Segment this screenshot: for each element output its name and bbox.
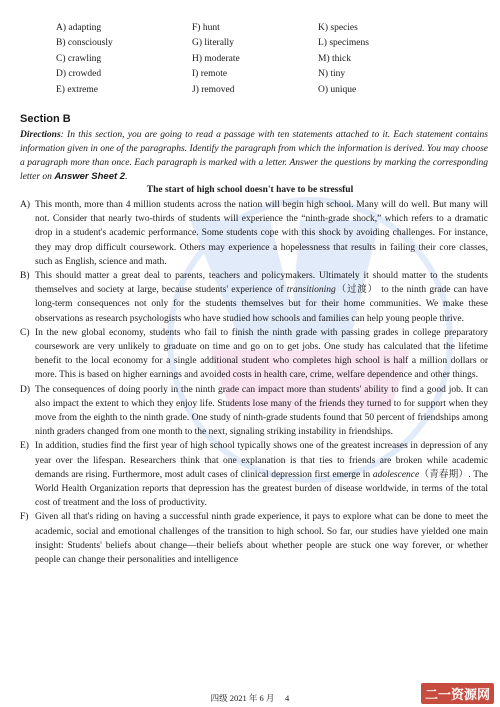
word-bank-row (56, 51, 476, 67)
paragraph-b (20, 269, 488, 326)
paragraph-d (20, 383, 488, 440)
paragraph-text-part: . The World Health Organization reports that depression has the greatest burden of disease worldwide, in terms of the total cost of treatment and the loss of productivity. (35, 469, 488, 509)
page-footer: 四级 2021 年 6 月 4 (210, 693, 290, 703)
paragraph-letter: E) (20, 441, 29, 452)
paragraph-letter: B) (20, 271, 30, 282)
word-option: E) extreme (56, 84, 98, 95)
word-option: A) adapting (56, 22, 102, 33)
paragraph-text: This month, more than 4 million students across the nation will begin high school. Many will do well. But many will not. Consider that nearly two-thirds of students will experience the “ninth-grade shock,” which refers to a dramatic drop in a student's academic performance. Some students cope with this shock by avoiding challenges. For instance, they may drop difficult coursework. Others may experience a hopelessness that results in failing their core classes, such as English, science and math. (35, 200, 488, 267)
paragraph-letter: D) (20, 384, 31, 395)
site-watermark-stamp (421, 683, 494, 704)
passage-body (20, 198, 488, 567)
word-bank-row (56, 36, 476, 52)
paragraph-text: In the new global economy, students who fail to finish the ninth grade with passing grades in college preparatory coursework are very unlikely to graduate on time and go on to get jobs. One study has calculated that the lifetime benefit to the local economy for a single additional student who completes high school is half a million dollars or more. This is based on higher earnings and avoided costs in health care, crime, welfare dependence and other things. (35, 327, 488, 381)
paragraph-letter: A) (20, 200, 31, 210)
section-title: Section B (20, 113, 71, 125)
paragraph-a (20, 198, 488, 269)
word-option: L) specimens (318, 38, 369, 49)
stamp-brand: 二一资源网 (424, 688, 490, 703)
directions-end: . (125, 172, 128, 182)
paragraph-text: The consequences of doing poorly in the ninth grade can impact more than students' ability to find a good job. It can also impact the extent to which they enjoy life. Students lose many of the friends they turned to for support when they move from the eighth to the ninth grade. One study of ninth-grade students found that 50 percent of friendships among ninth graders changed from one month to the next, signaling striking instability in friendships. (35, 384, 488, 438)
word-bank-row (56, 20, 476, 36)
paragraph-text (35, 439, 488, 510)
italic-term: transitioning (286, 285, 336, 296)
paragraph-c (20, 326, 488, 383)
word-bank (56, 20, 476, 98)
chinese-gloss: （过渡） (335, 285, 378, 296)
word-option: F) hunt (192, 22, 220, 33)
word-option: B) consciously (56, 38, 113, 49)
answer-sheet-ref: Answer Sheet 2 (54, 171, 126, 182)
word-option: K) species (318, 22, 358, 33)
word-option: O) unique (318, 84, 357, 95)
word-bank-row (56, 82, 476, 98)
paragraph-text-part: This should matter a great deal to parents, teachers and policymakers. Ultimately it should matter to the students themselves and society at large, because students' experience of (35, 271, 488, 296)
paragraph-letter: F) (20, 512, 29, 523)
word-option: H) moderate (192, 53, 240, 64)
paragraph-f (20, 510, 488, 567)
word-option: D) crowded (56, 69, 102, 80)
chinese-gloss: （青春期） (419, 469, 469, 480)
paragraph-text-part: In addition, studies find the first year of high school typically shows one of the greatest increases in depression of any year over the lifespan. Researchers think that one explanation is that ties to friends are broken while academic demands are rising. Furthermore, most adult cases of clinical depression first emerge in (35, 441, 488, 480)
paragraph-text-part: to the ninth grade can have long-term consequences not only for the students themselves but for their home communities. We make these observations as research psychologists who have studied how schools and families can help young people thrive. (35, 285, 488, 324)
word-option: M) thick (318, 53, 351, 64)
word-option: G) literally (192, 38, 234, 49)
word-option: J) removed (192, 84, 235, 95)
word-option: N) tiny (318, 69, 346, 80)
word-bank-row (56, 67, 476, 83)
paragraph-text: Given all that's riding on having a successful ninth grade experience, it pays to explore what can be done to meet the academic, social and emotional challenges of the transition to high school. So far, our studies have yielded one main insight: Students' beliefs about change—their beliefs about whether people are stuck one way forever, or whether people can change their personalities and intelligence (35, 512, 488, 566)
paragraph-text (35, 269, 488, 326)
paragraph-e (20, 439, 488, 510)
passage-title: The start of high school doesn't have to be stressful (146, 185, 354, 195)
directions (20, 128, 488, 184)
paragraph-letter: C) (20, 327, 30, 338)
word-option: C) crawling (56, 53, 102, 64)
italic-term: adolescence (372, 469, 420, 480)
directions-text: : In this section, you are going to read a passage with ten statements attached to it. Each statement contains information given in one of the paragraphs. Identify the paragraph from which the information is derived. You may choose a paragraph more than once. Each paragraph is marked with a letter. Answer the questions by marking the corresponding letter on (20, 130, 488, 182)
directions-label: Directions (20, 130, 61, 140)
word-option: I) remote (192, 69, 228, 80)
